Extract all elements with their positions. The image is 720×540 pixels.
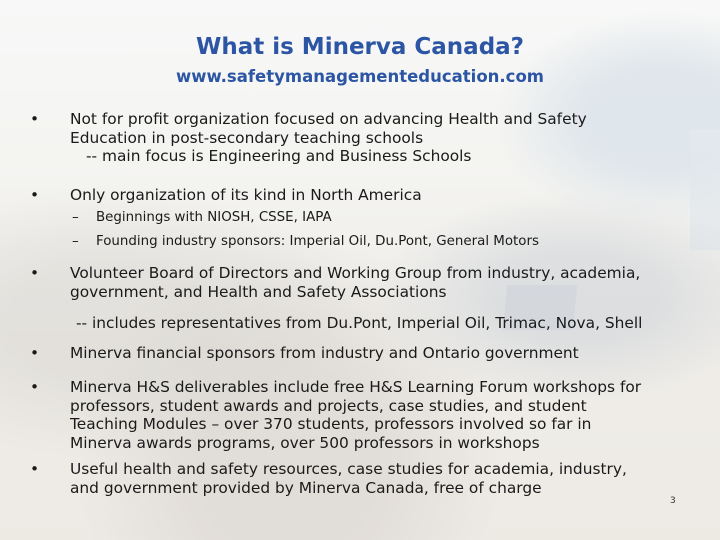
slide-title: What is Minerva Canada?	[195, 34, 525, 60]
bullet-text-line: Useful health and safety resources, case studies for academia, industry,	[70, 460, 627, 478]
sub-bullet-item	[72, 210, 332, 226]
bullet-note-line: -- main focus is Engineering and Business Schools	[86, 147, 472, 165]
bullet-text-line: Teaching Modules – over 370 students, professors involved so far in	[70, 415, 592, 433]
bullet-text-line: and government provided by Minerva Canada, free of charge	[70, 478, 542, 497]
bullet-text-line: professors, student awards and projects, case studies, and student	[70, 396, 587, 415]
bullet-dot: •	[30, 264, 40, 282]
bullet-text-line: government, and Health and Safety Associations	[70, 282, 447, 301]
slide-url: www.safetymanagementeducation.com	[175, 67, 544, 86]
bullet-note-line: -- includes representatives from Du.Pont, Imperial Oil, Trimac, Nova, Shell	[76, 314, 643, 332]
sub-bullet-text: Founding industry sponsors: Imperial Oil, Du.Pont, General Motors	[96, 234, 539, 249]
bullet-text-line: Minerva H&S deliverables include free H&S Learning Forum workshops for	[70, 378, 642, 396]
page-number: 3	[670, 496, 676, 506]
bullet-text-line: Volunteer Board of Directors and Working Group from industry, academia,	[70, 264, 641, 282]
sub-bullet-dash: –	[72, 234, 79, 249]
bullet-text-line: Education in post-secondary teaching schools	[70, 128, 424, 147]
sub-bullet-text: Beginnings with NIOSH, CSSE, IAPA	[96, 210, 332, 225]
bullet-text-line: Minerva awards programs, over 500 professors in workshops	[70, 433, 540, 452]
bullet-dot: •	[30, 110, 40, 128]
bullet-dot: •	[30, 344, 40, 362]
bullet-text-line: Minerva financial sponsors from industry and Ontario government	[70, 344, 579, 362]
bullet-dot: •	[30, 186, 40, 204]
sub-bullet-item	[72, 234, 539, 250]
bullet-dot: •	[30, 460, 40, 478]
bullet-text-line: Not for profit organization focused on advancing Health and Safety	[70, 110, 587, 128]
bullet-dot: •	[30, 378, 40, 396]
sub-bullet-dash: –	[72, 210, 79, 225]
bullet-text-line: Only organization of its kind in North America	[70, 186, 422, 204]
